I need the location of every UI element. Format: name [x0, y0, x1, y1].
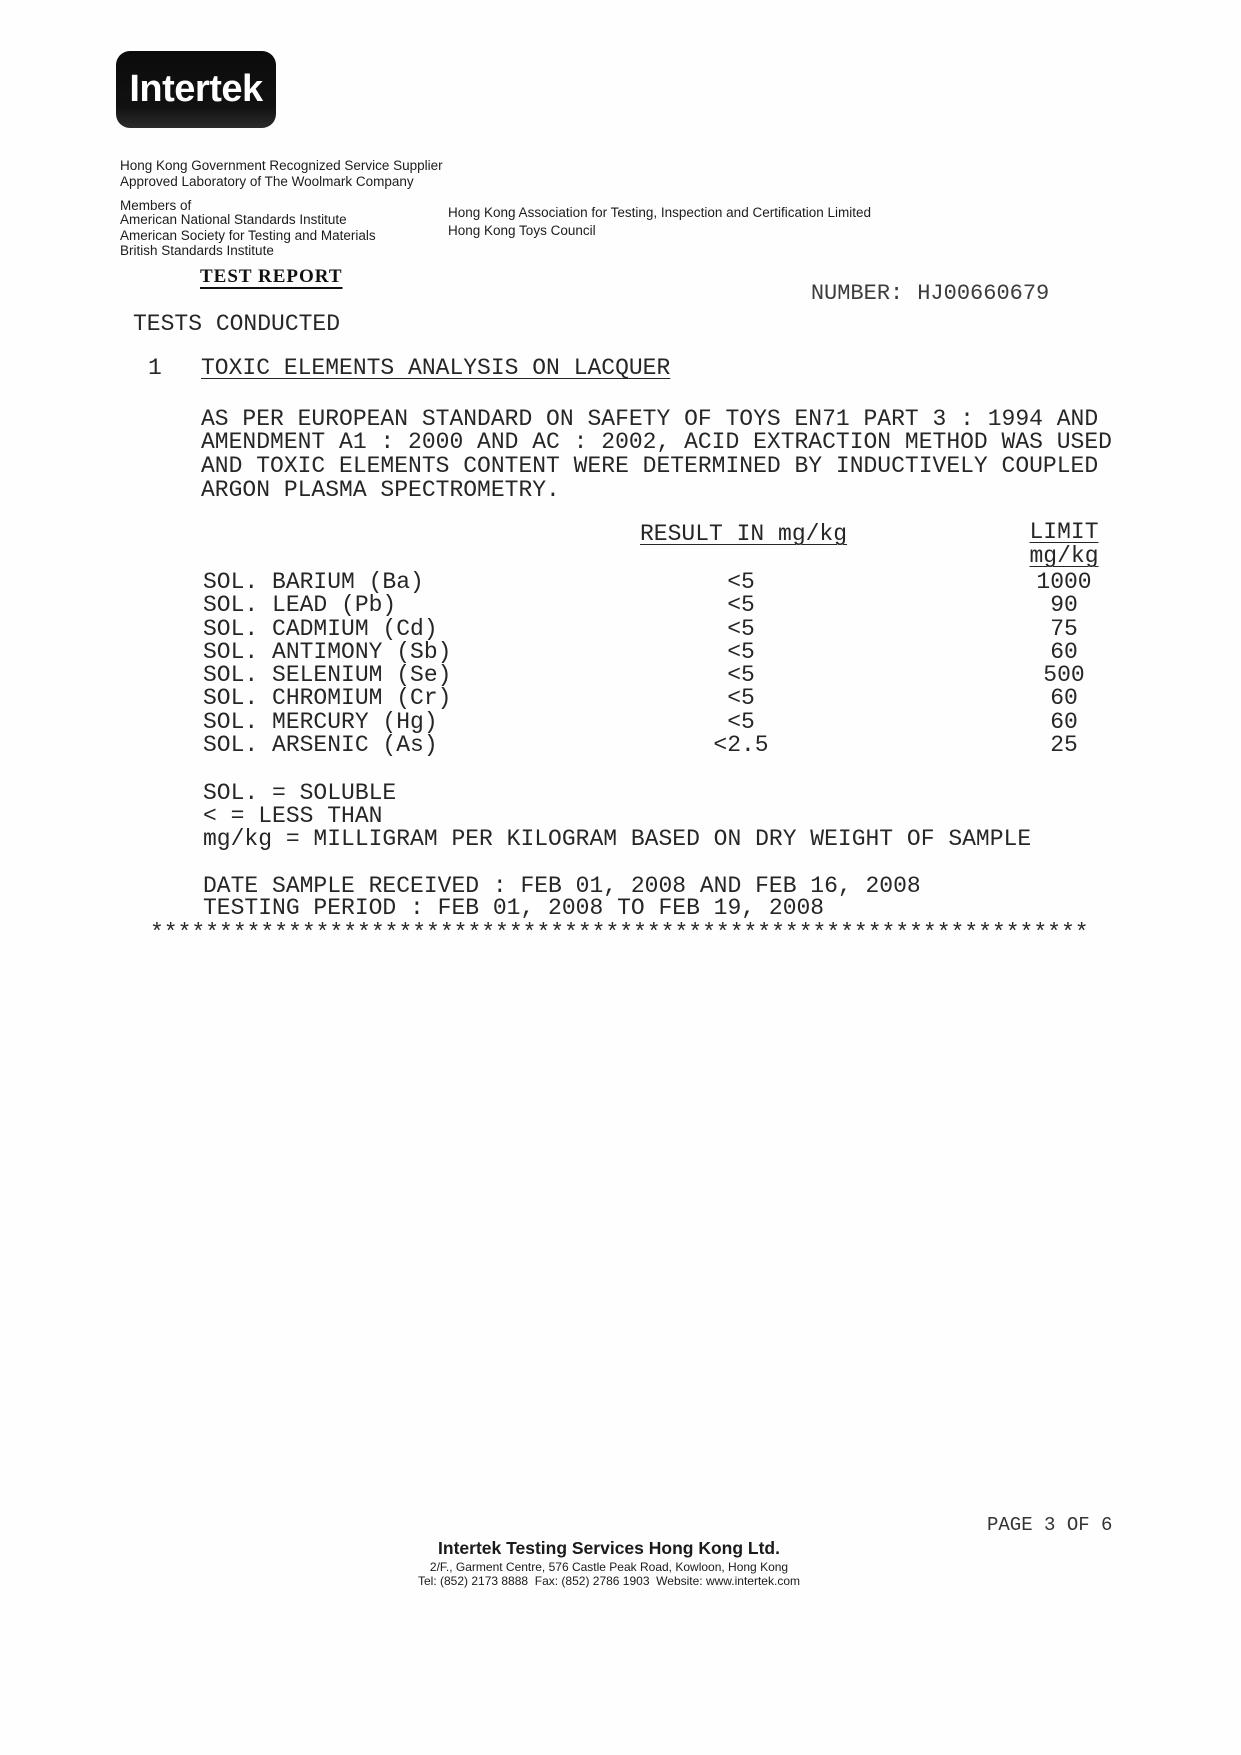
method-line: AMENDMENT A1 : 2000 AND AC : 2002, ACID EXTRACTION METHOD WAS USED [201, 429, 1112, 455]
element-name: SOL. SELENIUM (Se) [203, 662, 452, 689]
association-line: Hong Kong Toys Council [448, 223, 596, 238]
report-title: TEST REPORT [200, 266, 343, 287]
element-limit: 1000 [1036, 569, 1092, 595]
table-row [0, 708, 1241, 735]
element-limit: 60 [1050, 685, 1078, 712]
element-name: SOL. BARIUM (Ba) [203, 569, 424, 595]
member-line: British Standards Institute [120, 243, 274, 258]
method-line: ARGON PLASMA SPECTROMETRY. [201, 477, 560, 503]
element-name: SOL. ARSENIC (As) [203, 732, 438, 759]
note-line: mg/kg = MILLIGRAM PER KILOGRAM BASED ON DRY WEIGHT OF SAMPLE [203, 826, 1032, 852]
element-limit: 60 [1050, 638, 1078, 665]
asterisk-separator: ******************************************************************** [150, 920, 1089, 946]
section-heading: TESTS CONDUCTED [133, 311, 341, 337]
element-limit: 500 [1043, 662, 1085, 689]
element-name: SOL. CADMIUM (Cd) [203, 615, 438, 642]
date-received: DATE SAMPLE RECEIVED : FEB 01, 2008 AND FEB 16, 2008 [203, 873, 921, 899]
intertek-logo [116, 51, 276, 128]
limit-unit-header: mg/kg [1029, 543, 1099, 569]
report-number-label: NUMBER: [810, 281, 904, 306]
element-name: SOL. LEAD (Pb) [203, 592, 397, 619]
limit-column-header: LIMIT [1029, 519, 1099, 545]
result-column-header: RESULT IN mg/kg [640, 521, 848, 547]
element-limit: 60 [1050, 708, 1078, 735]
footer-company: Intertek Testing Services Hong Kong Ltd. [438, 1538, 780, 1558]
element-result: <5 [727, 569, 755, 595]
member-line: American Society for Testing and Materials [120, 228, 376, 243]
logo-text: Intertek [129, 67, 263, 110]
table-row [0, 571, 1241, 594]
table-row [0, 594, 1241, 617]
page-number: PAGE 3 OF 6 [987, 1514, 1113, 1536]
test-item-title: TOXIC ELEMENTS ANALYSIS ON LACQUER [201, 355, 671, 381]
element-result: <2.5 [713, 732, 769, 759]
element-limit: 75 [1050, 615, 1078, 642]
association-line: Hong Kong Association for Testing, Inspection and Certification Limited [448, 205, 871, 220]
members-label: Members of [120, 198, 192, 213]
element-result: <5 [727, 638, 755, 665]
method-line: AS PER EUROPEAN STANDARD ON SAFETY OF TOYS EN71 PART 3 : 1994 AND [201, 406, 1099, 432]
results-table [0, 571, 1241, 757]
footer-contact: Tel: (852) 2173 8888 Fax: (852) 2786 1903 Website: www.intertek.com [418, 1574, 800, 1588]
element-result: <5 [727, 615, 755, 642]
table-row [0, 687, 1241, 710]
testing-period: TESTING PERIOD : FEB 01, 2008 TO FEB 19, 2008 [203, 895, 825, 921]
element-result: <5 [727, 685, 755, 712]
accreditation-line: Approved Laboratory of The Woolmark Company [120, 174, 414, 189]
element-result: <5 [727, 662, 755, 689]
test-item-number: 1 [148, 355, 162, 381]
table-row [0, 615, 1241, 642]
element-name: SOL. CHROMIUM (Cr) [203, 685, 452, 712]
element-limit: 25 [1050, 732, 1078, 759]
accreditation-line: Hong Kong Government Recognized Service Supplier [120, 158, 443, 173]
element-name: SOL. MERCURY (Hg) [203, 708, 438, 735]
report-number [758, 259, 1049, 328]
report-number-value: HJ00660679 [917, 281, 1050, 306]
table-row [0, 734, 1241, 757]
note-line: SOL. = SOLUBLE [203, 780, 397, 806]
table-row [0, 638, 1241, 665]
member-line: American National Standards Institute [120, 212, 347, 227]
footer-address: 2/F., Garment Centre, 576 Castle Peak Road, Kowloon, Hong Kong [429, 1560, 789, 1574]
table-row [0, 664, 1241, 687]
note-line: < = LESS THAN [203, 803, 383, 829]
element-result: <5 [727, 708, 755, 735]
method-line: AND TOXIC ELEMENTS CONTENT WERE DETERMINED BY INDUCTIVELY COUPLED [201, 453, 1099, 479]
element-result: <5 [727, 592, 755, 619]
element-limit: 90 [1050, 592, 1078, 619]
element-name: SOL. ANTIMONY (Sb) [203, 638, 452, 665]
